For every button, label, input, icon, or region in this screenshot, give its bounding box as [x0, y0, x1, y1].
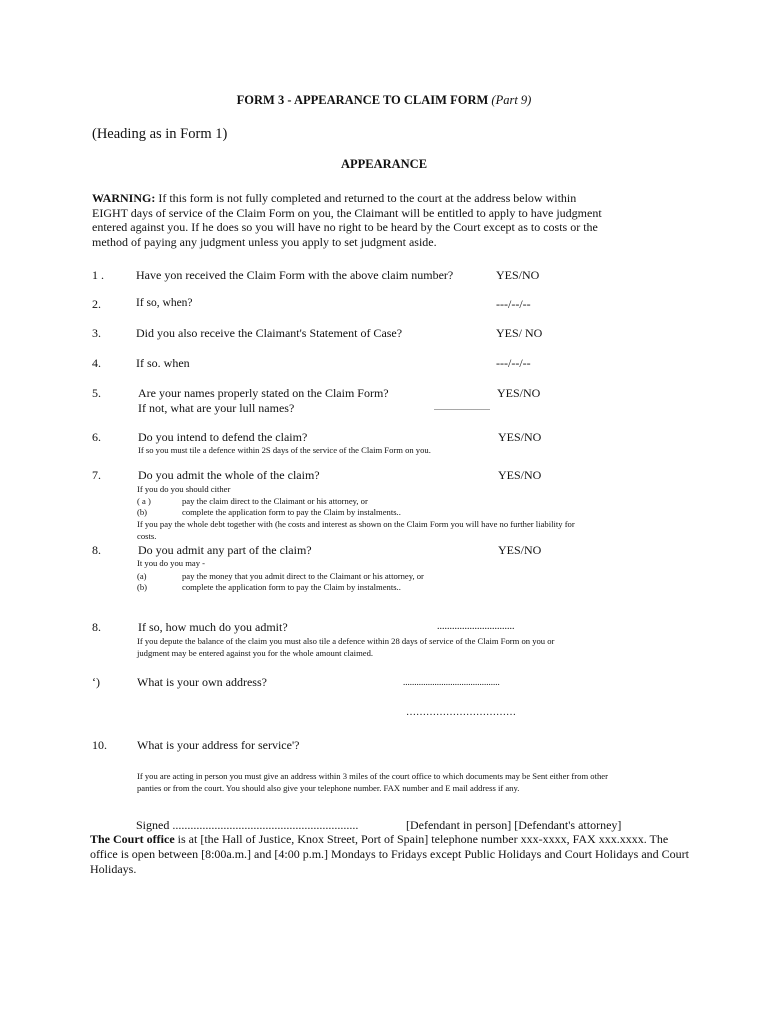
question-note: If you depute the balance of the claim you must also tile a defence within 28 days of service of the Claim Form on you or: [137, 636, 555, 646]
question-number: 10.: [92, 738, 107, 752]
question-text: Have yon received the Claim Form with the above claim number?: [136, 268, 454, 282]
answer-blank[interactable]: ……………………………: [406, 707, 516, 718]
warning-text: If this form is not fully completed and returned to the court at the address below within EIGHT days of service of the Claim Form on you, the Claimant will be entitled to apply to have judgment entered against you. If he does so you will have no right to be heard by the Court except as to costs or the method of paying any judgment unless you apply to set judgment aside.: [92, 191, 602, 250]
question-text: If so, how much do you admit?: [138, 620, 288, 634]
option-text: complete the application form to pay the Claim by instalments..: [182, 582, 401, 592]
question-lead: It you do you may -: [137, 558, 206, 568]
question-text: Do you admit the whole of the claim?: [138, 468, 320, 482]
answer-yes-no[interactable]: YES/NO: [498, 430, 542, 444]
answer-blank[interactable]: ...............................: [437, 621, 515, 632]
question-text: What is your address for service'?: [137, 738, 300, 752]
option-label: (b): [137, 507, 148, 517]
question-number: 2.: [92, 297, 101, 311]
question-text: If so, when?: [136, 297, 193, 309]
answer-date[interactable]: ---/--/--: [496, 356, 531, 370]
form-title: [0, 93, 768, 108]
answer-yes-no[interactable]: YES/NO: [498, 468, 542, 482]
question-number: 6.: [92, 430, 101, 444]
question-text: If so. when: [136, 356, 190, 370]
question-note: If you are acting in person you must give an address within 3 miles of the court office to which documents may be Sent either from other: [137, 771, 608, 781]
court-office-address: is at [the Hall of Justice, Knox Street, Port of Spain] telephone number xxx-xxxx, FAX xxx.xxxx.: [177, 832, 647, 846]
question-number: 8.: [92, 543, 101, 557]
question-note: If you pay the whole debt together with (he costs and interest as shown on the Claim Form you will have no further liability for: [137, 519, 575, 529]
question-number: 4.: [92, 356, 101, 370]
form-title-part: (Part 9): [491, 93, 532, 107]
court-office-info: [90, 832, 690, 877]
question-number: 8.: [92, 620, 101, 634]
court-office-hours: The office is open between [8:00a.m.] and [4:00 p.m.] Mondays to Fridays except Public Holidays and Court Holidays and Court Holidays.: [90, 832, 690, 876]
answer-yes-no[interactable]: YES/NO: [497, 386, 541, 400]
answer-blank[interactable]: ............................: [434, 403, 490, 412]
answer-yes-no[interactable]: YES/NO: [496, 268, 540, 282]
question-note-cont: judgment may be entered against you for the whole amount claimed.: [137, 648, 374, 658]
question-subtext: If not, what are your lull names?: [138, 401, 295, 415]
question-number: 3.: [92, 326, 101, 340]
option-label: ( a ): [137, 496, 151, 506]
question-text: Do you intend to defend the claim?: [138, 430, 308, 444]
answer-yes-no[interactable]: YES/ NO: [496, 326, 543, 340]
option-text: pay the money that you admit direct to the Claimant or his attorney, or: [182, 571, 424, 581]
option-text: pay the claim direct to the Claimant or his attorney, or: [182, 496, 368, 506]
option-text: complete the application form to pay the Claim by instalments..: [182, 507, 401, 517]
warning-label: WARNING:: [92, 191, 156, 205]
warning-paragraph: [92, 191, 612, 250]
question-text: Do you admit any part of the claim?: [138, 543, 312, 557]
question-number: 1 .: [92, 268, 104, 282]
question-note: If so you must tile a defence within 2S days of the service of the Claim Form on you.: [138, 445, 431, 455]
heading-note: (Heading as in Form 1): [92, 126, 228, 142]
question-text: Did you also receive the Claimant's Statement of Case?: [136, 326, 403, 340]
court-office-label: The Court office: [90, 832, 175, 846]
question-text: Are your names properly stated on the Claim Form?: [138, 386, 389, 400]
question-lead: If you do you should cither: [137, 484, 231, 494]
question-number: ‘): [92, 675, 100, 689]
question-note-cont: panties or from the court. You should also give your telephone number. FAX number and E mail address if any.: [137, 783, 520, 793]
section-title: APPEARANCE: [340, 157, 428, 171]
answer-blank[interactable]: ...........................................: [403, 677, 500, 687]
question-note-cont: costs.: [137, 531, 157, 541]
option-label: (a): [137, 571, 147, 581]
form-title-main: FORM 3 - APPEARANCE TO CLAIM FORM: [236, 93, 489, 107]
answer-date[interactable]: ---/--/--: [496, 297, 531, 311]
question-text: What is your own address?: [137, 675, 267, 689]
signature-role: [Defendant in person] [Defendant's attorney]: [406, 818, 622, 832]
question-number: 7.: [92, 468, 101, 482]
signature-line[interactable]: Signed ..............................................................: [136, 818, 359, 832]
answer-yes-no[interactable]: YES/NO: [498, 543, 542, 557]
option-label: (b): [137, 582, 148, 592]
question-number: 5.: [92, 386, 101, 400]
